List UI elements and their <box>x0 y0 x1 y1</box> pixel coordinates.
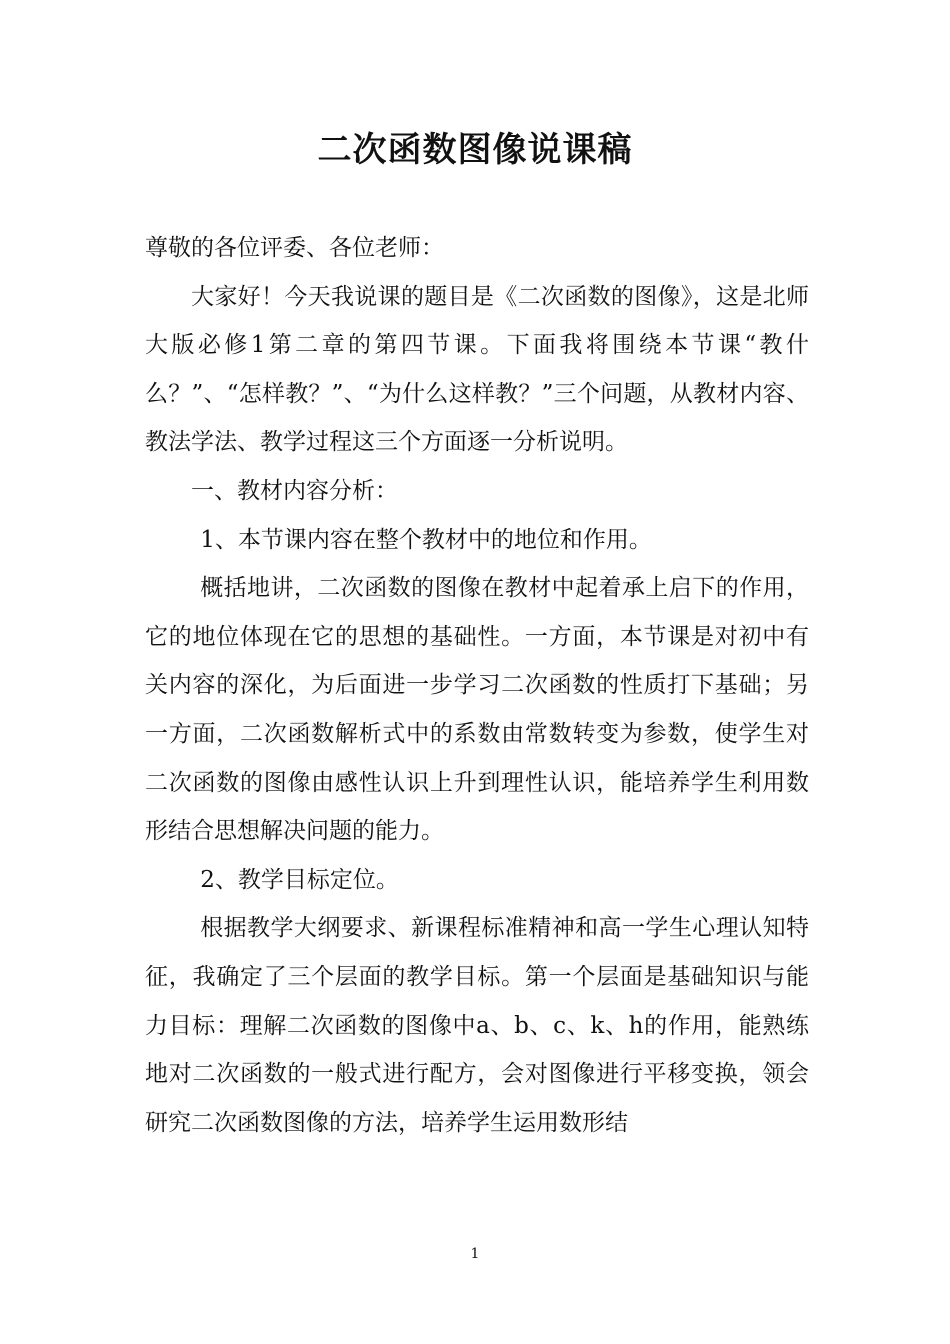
paragraph-intro: 大家好！今天我说课的题目是《二次函数的图像》，这是北师大版必修1第二章的第四节课。下面我将围绕本节课“教什么？”、“怎样教？”、“为什么这样教？”三个问题，从教材内容、教法学法、教学过程这三个方面逐一分析说明。 <box>145 283 809 456</box>
salutation: 尊敬的各位评委、各位老师： <box>145 235 444 261</box>
paragraph-position-role: 概括地讲，二次函数的图像在教材中起着承上启下的作用，它的地位体现在它的思想的基础性。一方面，本节课是对初中有关内容的深化，为后面进一步学习二次函数的性质打下基础；另一方面，二次函数解析式中的系数由常数转变为参数，使学生对二次函数的图像由感性认识上升到理性认识，能培养学生利用数形结合思想解决问题的能力。 <box>145 575 809 845</box>
subsection-heading-1: 1、本节课内容在整个教材中的地位和作用。 <box>200 526 652 553</box>
document-body <box>145 224 809 1147</box>
page-number: 1 <box>470 1246 480 1262</box>
section-heading-1: 一、教材内容分析： <box>191 477 398 504</box>
paragraph-teaching-goals: 根据教学大纲要求、新课程标准精神和高一学生心理认知特征，我确定了三个层面的教学目标。第一个层面是基础知识与能力目标：理解二次函数的图像中a、b、c、k、h的作用，能熟练地对二次函数的一般式进行配方，会对图像进行平移变换，领会研究二次函数图像的方法，培养学生运用数形结 <box>145 915 809 1136</box>
document-title: 二次函数图像说课稿 <box>317 130 633 170</box>
subsection-heading-2: 2、教学目标定位。 <box>200 866 399 893</box>
